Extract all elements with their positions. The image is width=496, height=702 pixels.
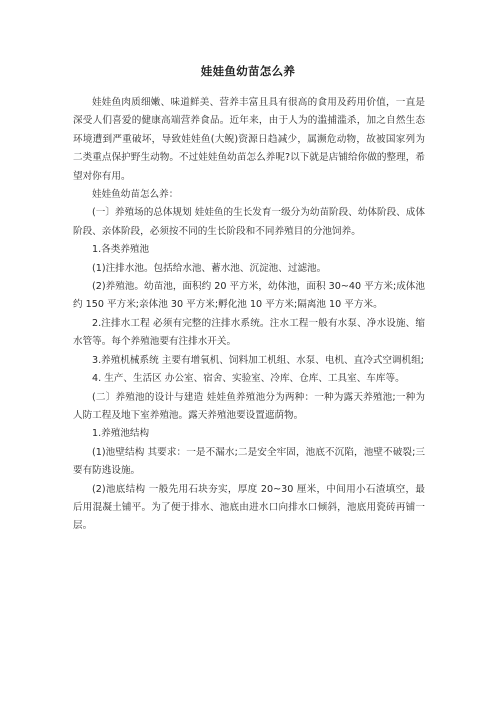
paragraph-item-1: 1.各类养殖池 (92, 244, 150, 256)
document-body (73, 94, 425, 536)
paragraph-item-1-1: (1)注排水池。包括给水池、蓄水池、沉淀池、过滤池。 (92, 262, 327, 274)
paragraph-item-2-1-2: (2)池底结构 一般先用石块夯实，厚度 20~30 厘米，中间用小石渣填空，最后用混凝土铺平。为了便于排水、池底由进水口向排水口倾斜，池底用瓷砖再铺一层。 (73, 483, 425, 532)
paragraph-item-2: 2.注排水工程 必须有完整的注排水系统。注水工程一般有水泵、净水设施、缩水管等。每个养殖池要有注排水开关。 (73, 317, 425, 348)
paragraph-item-2-1: 1.养殖池结构 (92, 428, 150, 440)
paragraph-intro: 娃娃鱼肉质细嫩、味道鲜美、营养丰富且具有很高的食用及药用价值，一直是深受人们喜爱的健康高端营养食品。近年来，由于人为的滥捕滥杀，加之自然生态环境遭到严重破坏，导致娃娃鱼(大鲵)资源日趋减少，属濒危动物，故被国家列为二类重点保护野生动物。不过娃娃鱼幼苗怎么养呢?以下就是店铺给你做的整理，希望对你有用。 (73, 97, 425, 182)
paragraph-item-3: 3.养殖机械系统 主要有增氧机、饲料加工机组、水泵、电机、直冷式空调机组; (92, 354, 425, 366)
paragraph-item-2-1-1: (1)池壁结构 其要求：一是不漏水;二是安全牢固，池底不沉陷，池壁不破裂;三要有防逃设施。 (73, 446, 425, 477)
document-title: 娃娃鱼幼苗怎么养 (200, 64, 296, 78)
paragraph-item-1-2: (2)养殖池。幼苗池，面积约 20 平方米，幼体池，面积 30~40 平方米;成体池约 150 平方米;亲体池 30 平方米;孵化池 10 平方米;隔离池 10 平方米。 (73, 281, 425, 311)
paragraph-item-4: 4. 生产、生活区 办公室、宿舍、实验室、冷库、仓库、工具室、车库等。 (92, 373, 405, 385)
paragraph-section-1: (一〕养殖场的总体规划 娃娃鱼的生长发育一级分为幼苗阶段、幼体阶段、成体阶段、亲体阶段，必须按不同的生长阶段和不同养殖目的分池饲养。 (73, 207, 425, 237)
paragraph-section-2: (二〕养殖池的设计与建造 娃娃鱼养殖池分为两种：一种为露天养殖池;一种为人防工程及地下室养殖池。露天养殖池要设置遮荫物。 (73, 391, 425, 421)
paragraph-heading: 娃娃鱼幼苗怎么养： (92, 189, 179, 201)
